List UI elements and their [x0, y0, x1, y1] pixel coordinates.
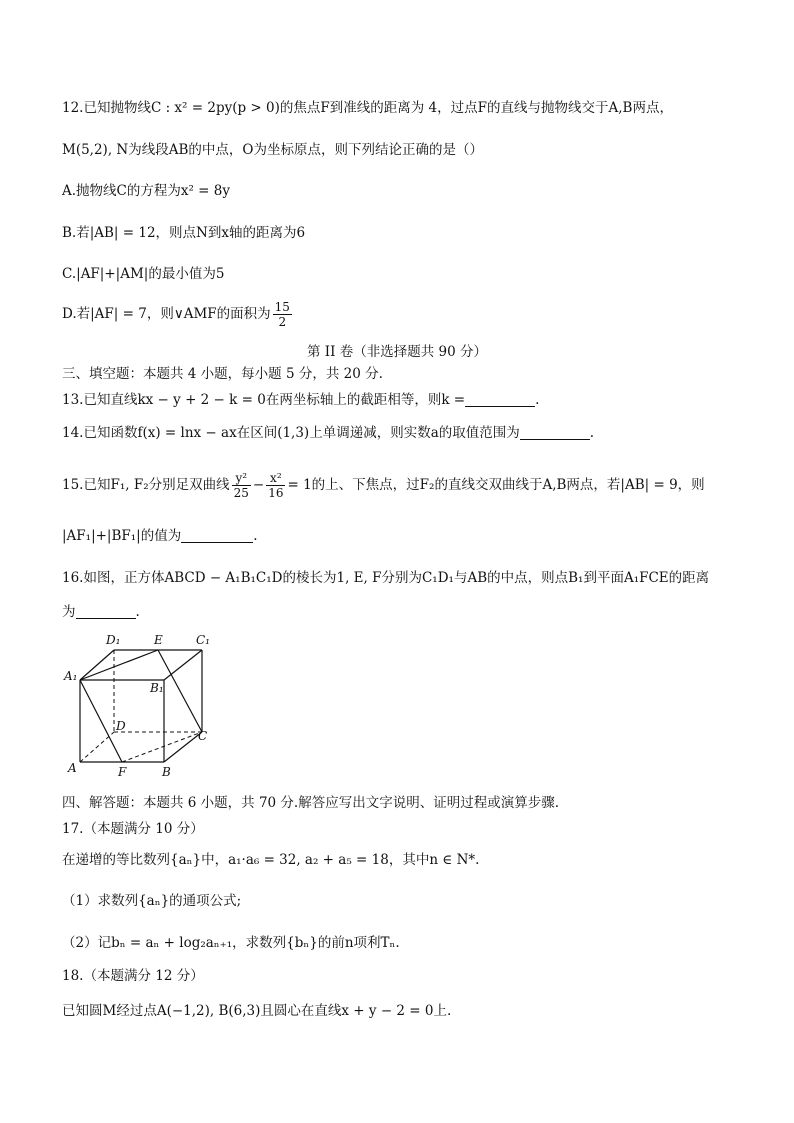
q12-option-d-text: D.若|AF| = 7，则∨AMF的面积为: [62, 306, 271, 322]
q16-answer-blank: [76, 604, 136, 619]
label-b: B: [162, 765, 171, 779]
cube-hidden-edges: [80, 650, 202, 762]
label-a: A: [68, 761, 77, 775]
q12-option-d: [62, 300, 294, 329]
edge-b1-c1: [164, 650, 202, 680]
q12-stem-line1: 12.已知抛物线C : x² = 2py(p > 0)的焦点F到准线的距离为 4，过点F的直线与抛物线交于A,B两点，: [62, 100, 673, 116]
q16-text-line2: 为: [62, 604, 76, 620]
label-c: C: [198, 729, 208, 743]
edge-a1-d1: [80, 650, 114, 680]
q18-stem: 已知圆M经过点A(−1,2), B(6,3)且圆心在直线x + y − 2 = 0上.: [62, 1003, 452, 1019]
label-d: D: [116, 719, 126, 733]
q12-option-c: C.|AF|+|AM|的最小值为5: [62, 266, 225, 282]
fraction-numerator: 15: [274, 300, 290, 314]
q12-option-a: A.抛物线C的方程为x² = 8y: [62, 183, 231, 199]
q15-text-line2: |AF₁|+|BF₁|的值为: [62, 528, 182, 544]
label-d1: D₁: [106, 633, 121, 647]
edge-b-c: [164, 732, 202, 762]
q15-fraction-2: [266, 471, 285, 500]
label-c1: C₁: [196, 633, 210, 647]
q14-text: 14.已知函数f(x) = lnx − ax在区间(1,3)上单调递减，则实数a的取值范围为: [62, 425, 520, 441]
q17-part-1: （1）求数列{aₙ}的通项公式;: [62, 893, 242, 909]
q12-option-d-fraction: [273, 300, 292, 329]
section-3-heading: 三、填空题：本题共 4 小题，每小题 5 分，共 20 分.: [62, 366, 383, 382]
cube-figure: [56, 630, 236, 780]
label-a1: A₁: [64, 669, 78, 683]
q15-text-pre: 15.已知F₁, F₂分别足双曲线: [62, 477, 230, 493]
q12-option-b: B.若|AB| = 12，则点N到x轴的距离为6: [62, 225, 306, 241]
q17-stem: 在递增的等比数列{aₙ}中，a₁·a₆ = 32, a₂ + a₅ = 18，其中n ∈ N*.: [62, 852, 480, 868]
q15-stem-line1: [62, 470, 705, 500]
fraction-numerator: y²: [232, 471, 251, 486]
q15-answer-blank: [181, 528, 253, 543]
edge-a-d: [80, 732, 114, 762]
q15-stem-line2: |AF₁|+|BF₁|的值为 .: [62, 528, 258, 544]
q15-text-post: = 1的上、下焦点，过F₂的直线交双曲线于A,B两点，若|AB| = 9，则: [287, 477, 705, 493]
fraction-denominator: 2: [278, 315, 287, 329]
fraction-denominator: 16: [268, 486, 284, 500]
fraction-denominator: 25: [233, 486, 249, 500]
segment-e-c: [158, 650, 202, 732]
q13: 13.已知直线kx − y + 2 − k = 0在两坐标轴上的截距相等，则k = .: [62, 392, 540, 408]
q12-stem-line2: M(5,2), N为线段AB的中点，O为坐标原点，则下列结论正确的是（）: [62, 142, 483, 158]
q15-fraction-1: [232, 471, 251, 500]
q15-minus: −: [252, 477, 265, 493]
segment-f-c: [122, 732, 202, 762]
q14: 14.已知函数f(x) = lnx − ax在区间(1,3)上单调递减，则实数a的取值范围为 .: [62, 425, 595, 441]
q17-title: 17.（本题满分 10 分）: [62, 821, 204, 837]
label-f: F: [118, 765, 127, 779]
q13-answer-blank: [465, 392, 535, 407]
section-2-title: 第 II 卷（非选择题共 90 分）: [306, 344, 487, 360]
label-b1: B₁: [150, 681, 164, 695]
section-4-heading: 四、解答题：本题共 6 小题，共 70 分.解答应写出文字说明、证明过程或演算步骤.: [62, 795, 560, 811]
segment-a1-e: [80, 650, 158, 680]
q17-part-2: （2）记bₙ = aₙ + log₂aₙ₊₁，求数列{bₙ}的前n项利Tₙ.: [62, 935, 400, 951]
q16-stem-line1: 16.如图，正方体ABCD − A₁B₁C₁D的棱长为1, E, F分别为C₁D₁与AB的中点，则点B₁到平面A₁FCE的距离: [62, 570, 710, 586]
q16-stem-line2: 为 .: [62, 604, 140, 620]
q18-title: 18.（本题满分 12 分）: [62, 968, 204, 984]
q13-text: 13.已知直线kx − y + 2 − k = 0在两坐标轴上的截距相等，则k =: [62, 392, 466, 408]
label-e: E: [154, 633, 163, 647]
fraction-numerator: x²: [266, 471, 285, 486]
q14-answer-blank: [520, 425, 590, 440]
